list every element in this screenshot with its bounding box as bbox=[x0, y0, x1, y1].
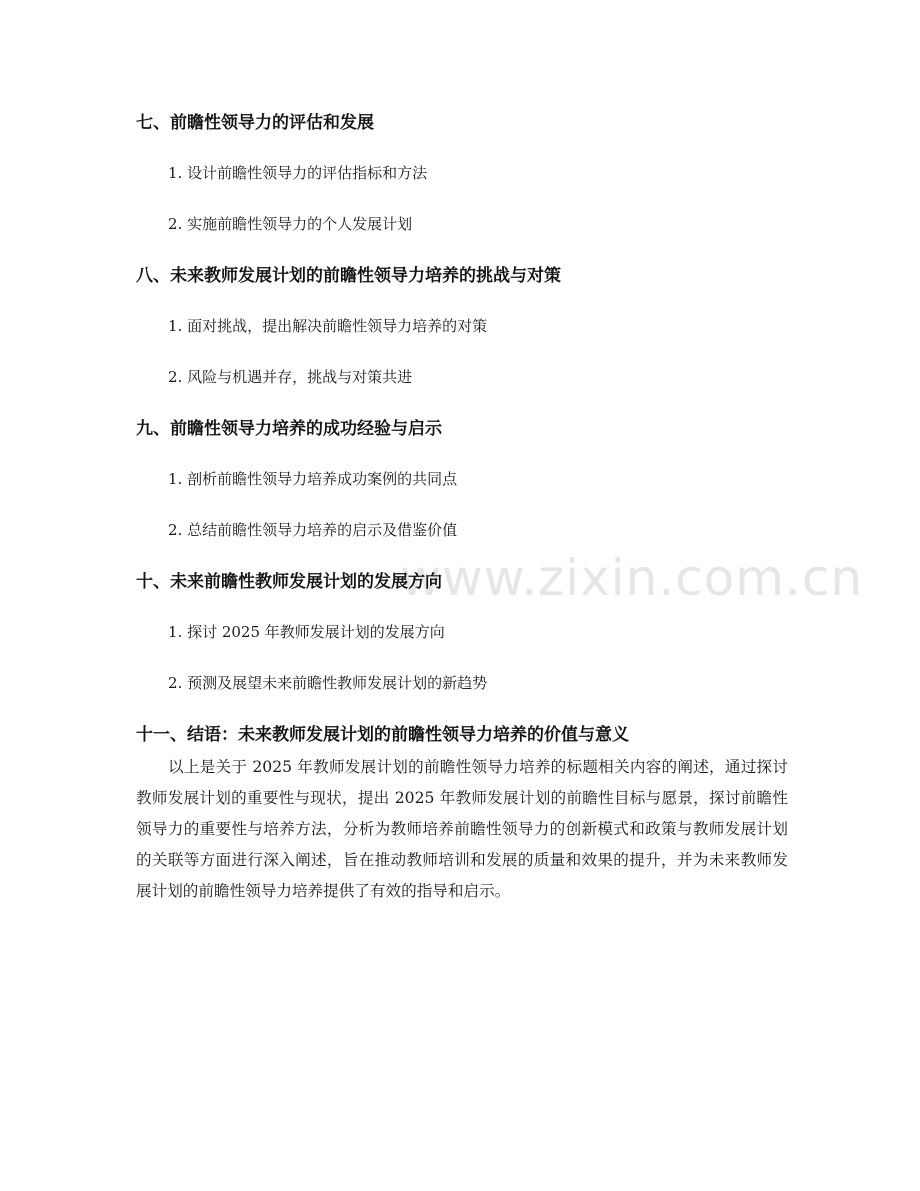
list-item: 1. 设计前瞻性领导力的评估指标和方法 bbox=[168, 164, 428, 182]
list-item: 1. 探讨 2025 年教师发展计划的发展方向 bbox=[168, 623, 445, 641]
section-heading-10: 十、未来前瞻性教师发展计划的发展方向 bbox=[136, 572, 442, 592]
conclusion-paragraph: 以上是关于 2025 年教师发展计划的前瞻性领导力培养的标题相关内容的阐述，通过探讨教师发展计划的重要性与现状，提出 2025 年教师发展计划的前瞻性目标与愿景，探讨前瞻性领导力的重要性与培养方法，分析为教师培养前瞻性领导力的创新模式和政策与教师发展计划的关联等方面进行深入阐述，旨在推动教师培训和发展的质量和效果的提升，并为未来教师发展计划的前瞻性领导力培养提供了有效的指导和启示。 bbox=[136, 758, 788, 900]
list-item: 1. 剖析前瞻性领导力培养成功案例的共同点 bbox=[168, 470, 458, 488]
watermark: www.zixin.com.cn bbox=[400, 549, 864, 607]
section-heading-11: 十一、结语：未来教师发展计划的前瞻性领导力培养的价值与意义 bbox=[136, 725, 629, 745]
list-item: 2. 总结前瞻性领导力培养的启示及借鉴价值 bbox=[168, 521, 458, 539]
list-item: 1. 面对挑战，提出解决前瞻性领导力培养的对策 bbox=[168, 317, 488, 335]
section-heading-7: 七、前瞻性领导力的评估和发展 bbox=[136, 113, 374, 133]
list-item: 2. 预测及展望未来前瞻性教师发展计划的新趋势 bbox=[168, 674, 488, 692]
list-item: 2. 实施前瞻性领导力的个人发展计划 bbox=[168, 215, 413, 233]
section-heading-9: 九、前瞻性领导力培养的成功经验与启示 bbox=[136, 419, 442, 439]
section-heading-8: 八、未来教师发展计划的前瞻性领导力培养的挑战与对策 bbox=[136, 266, 561, 286]
list-item: 2. 风险与机遇并存，挑战与对策共进 bbox=[168, 368, 413, 386]
